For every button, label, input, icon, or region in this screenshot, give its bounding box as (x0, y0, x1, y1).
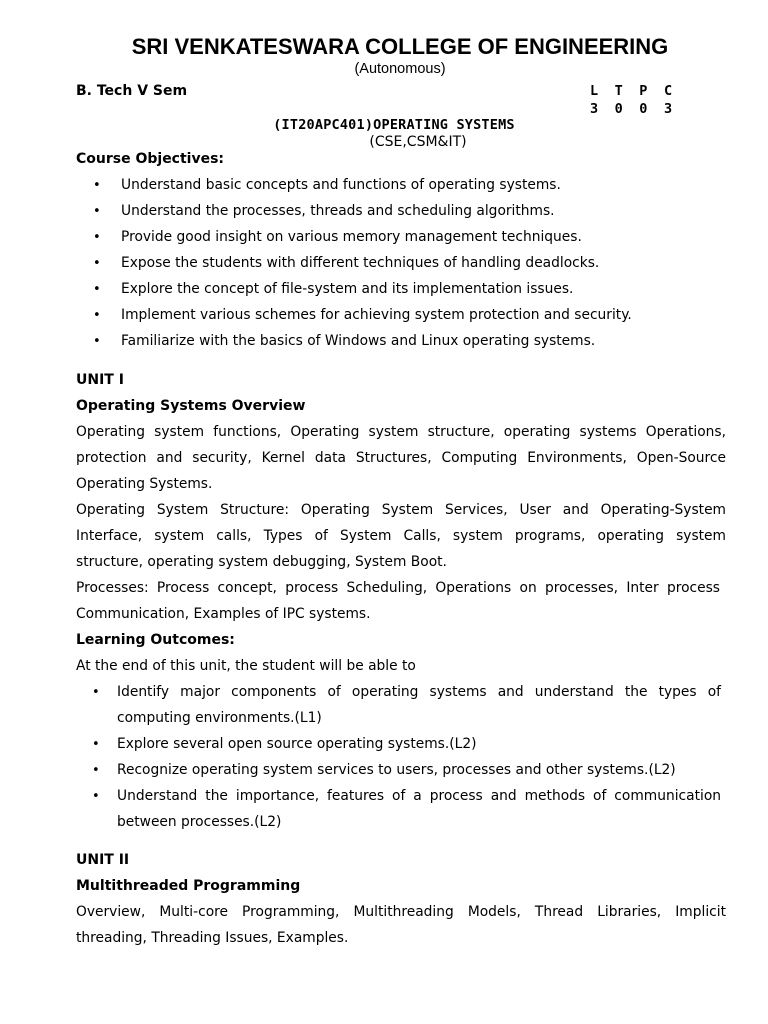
learning-outcomes-heading: Learning Outcomes: (76, 632, 235, 648)
paragraph-line: Overview, Multi-core Programming, Multithreading Models, Thread Libraries, Implicit (76, 904, 726, 920)
bullet-icon: • (92, 685, 100, 700)
bullet-icon: • (93, 178, 101, 193)
bullet-icon: • (93, 282, 101, 297)
outcome-item: Understand the importance, features of a process and methods of communication (117, 788, 721, 804)
unit-label: UNIT I (76, 372, 124, 388)
outcome-item: Explore several open source operating systems.(L2) (117, 736, 477, 752)
paragraph-line: protection and security, Kernel data Structures, Computing Environments, Open-Source (76, 450, 726, 466)
bullet-icon: • (93, 308, 101, 323)
bullet-icon: • (92, 789, 100, 804)
objective-item: Implement various schemes for achieving system protection and security. (121, 307, 632, 323)
objective-item: Explore the concept of file-system and its implementation issues. (121, 281, 574, 297)
bullet-icon: • (93, 230, 101, 245)
bullet-icon: • (93, 204, 101, 219)
bullet-icon: • (92, 737, 100, 752)
outcome-item: Identify major components of operating systems and understand the types of (117, 684, 721, 700)
unit-title: Operating Systems Overview (76, 398, 306, 414)
bullet-icon: • (92, 763, 100, 778)
outcome-item: Recognize operating system services to users, processes and other systems.(L2) (117, 762, 676, 778)
autonomous-label: (Autonomous) (354, 61, 446, 77)
objective-item: Provide good insight on various memory management techniques. (121, 229, 582, 245)
branches-label: (CSE,CSM&IT) (369, 134, 467, 150)
paragraph-line: Interface, system calls, Types of System Calls, system programs, operating system (76, 528, 726, 544)
paragraph-line: Operating Systems. (76, 476, 213, 492)
objective-item: Expose the students with different techniques of handling deadlocks. (121, 255, 600, 271)
paragraph-line: Operating system functions, Operating system structure, operating systems Operations, (76, 424, 726, 440)
outcome-item-continued: between processes.(L2) (117, 814, 282, 830)
ltpc-labels: L T P C (590, 83, 677, 99)
outcomes-intro: At the end of this unit, the student will be able to (76, 658, 416, 674)
objective-item: Understand the processes, threads and scheduling algorithms. (121, 203, 555, 219)
semester-label: B. Tech V Sem (76, 83, 188, 99)
unit-label: UNIT II (76, 852, 130, 868)
bullet-icon: • (93, 334, 101, 349)
paragraph-line: Operating System Structure: Operating System Services, User and Operating-System (76, 502, 726, 518)
paragraph-line: Processes: Process concept, process Scheduling, Operations on processes, Inter process (76, 580, 720, 596)
bullet-icon: • (93, 256, 101, 271)
paragraph-line: Communication, Examples of IPC systems. (76, 606, 371, 622)
paragraph-line: structure, operating system debugging, System Boot. (76, 554, 447, 570)
paragraph-line: threading, Threading Issues, Examples. (76, 930, 349, 946)
objectives-heading: Course Objectives: (76, 151, 225, 167)
outcome-item-continued: computing environments.(L1) (117, 710, 322, 726)
unit-title: Multithreaded Programming (76, 878, 301, 894)
college-name: SRI VENKATESWARA COLLEGE OF ENGINEERING (131, 34, 669, 59)
objective-item: Familiarize with the basics of Windows and Linux operating systems. (121, 333, 596, 349)
course-title: (IT20APC401)OPERATING SYSTEMS (273, 117, 515, 133)
objective-item: Understand basic concepts and functions of operating systems. (121, 177, 561, 193)
ltpc-values: 3 0 0 3 (590, 101, 677, 117)
